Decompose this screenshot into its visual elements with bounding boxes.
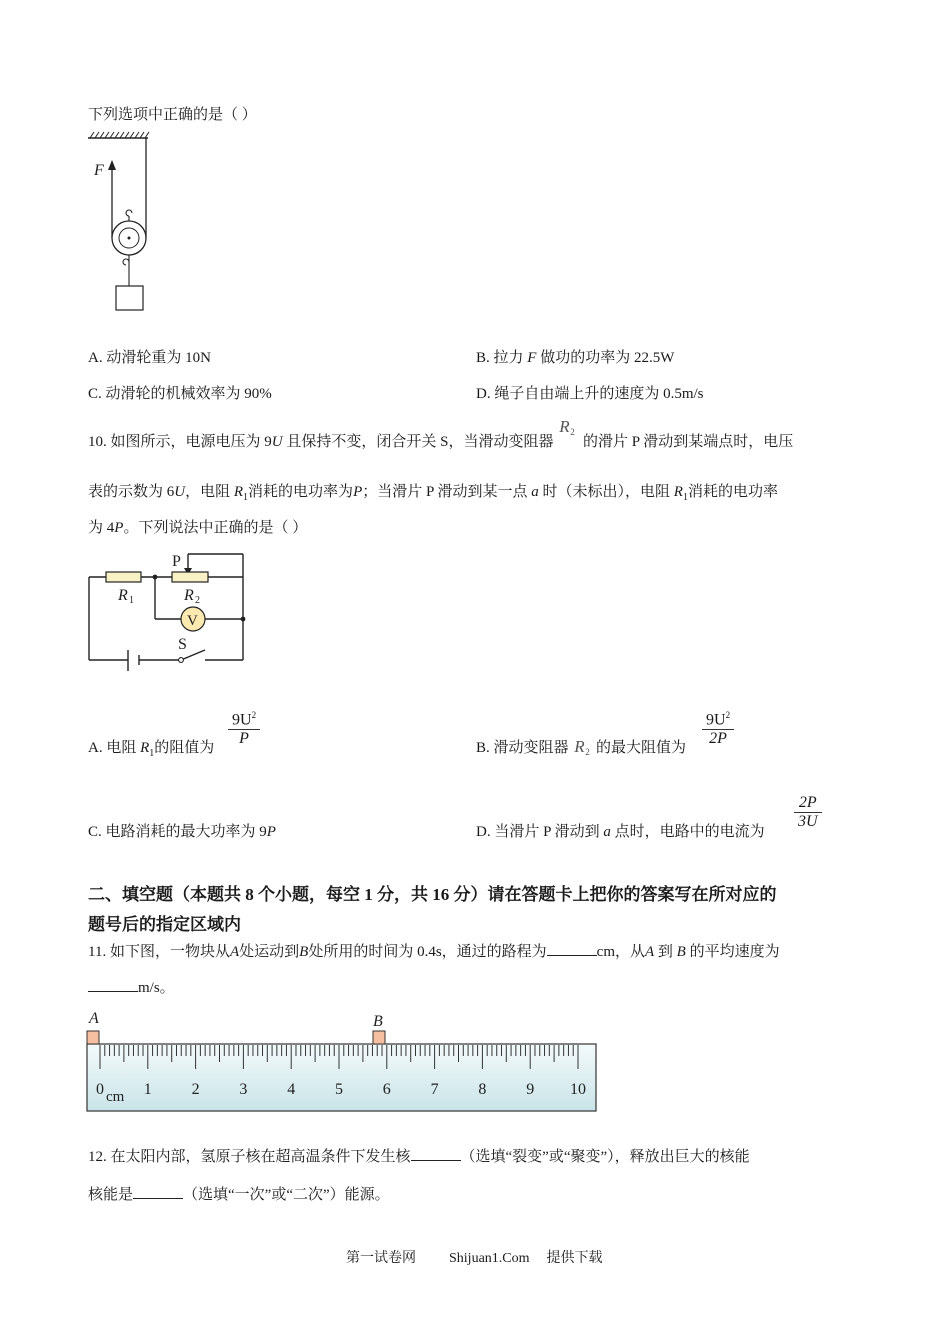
q11-line-2 xyxy=(88,976,175,997)
slider-label-P: P xyxy=(172,553,181,570)
var-a: a xyxy=(531,484,539,500)
var-P: P xyxy=(353,484,363,500)
var-R2 xyxy=(572,737,592,757)
var-R2-letter: R xyxy=(574,737,585,756)
ruler-label-B: B xyxy=(373,1013,383,1030)
circuit-R2-label: R xyxy=(184,587,194,604)
q10-text: 表的示数为 6 xyxy=(88,484,175,500)
fraction-denominator: 3U xyxy=(794,812,822,831)
var-R1: R xyxy=(673,484,683,500)
q9-option-b xyxy=(476,346,674,367)
page-footer xyxy=(346,1247,603,1267)
q11-text: 处运动到 xyxy=(239,944,300,960)
fraction-sup: 2 xyxy=(725,710,731,720)
ruler-unit: cm xyxy=(106,1089,125,1105)
fraction-numerator: 9U xyxy=(706,711,726,729)
q10-text: 消耗的电功率 xyxy=(687,484,778,500)
switch-label-S: S xyxy=(178,636,187,653)
var-U: U xyxy=(271,434,283,450)
fraction-denominator: P xyxy=(228,729,260,748)
q11-text: 的平均速度为 xyxy=(689,944,780,960)
q9-option-d: D. 绳子自由端上升的速度为 0.5m/s xyxy=(476,386,704,402)
var-R1-sub: 1 xyxy=(682,492,688,503)
q10-line-2 xyxy=(88,480,778,503)
answer-blank[interactable] xyxy=(411,1146,461,1161)
option-text: D. 当滑片 P 滑动到 xyxy=(476,824,600,840)
fraction-denominator: 2P xyxy=(702,729,734,748)
q10-text: ，电阻 xyxy=(185,484,231,500)
ruler-tick-label: 4 xyxy=(287,1081,296,1098)
var-R1-sub: 1 xyxy=(149,748,155,759)
q10-line-1 xyxy=(88,417,794,451)
option-text: 的最大阻值为 xyxy=(596,740,687,756)
q9-option-b-suffix: 做功的功率为 22.5W xyxy=(540,350,675,366)
q12-text: 12. 在太阳内部，氢原子核在超高温条件下发生核 xyxy=(88,1149,411,1165)
ruler-tick-label: 7 xyxy=(430,1081,439,1098)
var-R2-sub: 2 xyxy=(570,427,575,437)
footer-note: 提供下载 xyxy=(546,1251,603,1266)
option-text: A. 电阻 xyxy=(88,740,137,756)
section-heading-line-2: 题号后的指定区域内 xyxy=(88,915,241,934)
voltmeter-label: V xyxy=(187,613,198,629)
q9-option-b-prefix: B. 拉力 xyxy=(476,350,524,366)
q10-text: 时（未标出），电阻 xyxy=(542,484,671,500)
q11-text: 11. 如下图，一物块从 xyxy=(88,944,230,960)
q12-text: 核能是 xyxy=(88,1187,134,1203)
q11-text: 处所用的时间为 0.4s，通过的路程为 xyxy=(308,944,547,960)
q9-option-c: C. 动滑轮的机械效率为 90% xyxy=(88,386,272,402)
ruler-tick-label: 2 xyxy=(191,1081,200,1098)
q10-text: 且保持不变，闭合开关 S，当滑动变阻器 xyxy=(286,434,554,450)
answer-blank[interactable] xyxy=(88,977,138,992)
var-P: P xyxy=(266,824,276,840)
var-B: B xyxy=(299,944,309,960)
var-R1: R xyxy=(140,740,150,756)
q10-line-3 xyxy=(88,516,307,537)
answer-blank[interactable] xyxy=(133,1184,183,1199)
q10-text: ；当滑片 P 滑动到某一点 xyxy=(362,484,528,500)
var-P: P xyxy=(114,520,124,536)
footer-site-cn: 第一试卷网 xyxy=(346,1251,416,1266)
ruler-figure xyxy=(84,1004,600,1116)
footer-site-en: Shijuan1.Com xyxy=(449,1251,530,1266)
q12-text: （选填“一次”或“二次”）能源。 xyxy=(183,1187,390,1203)
ruler-tick-label: 0 xyxy=(96,1081,104,1098)
q9-stem: 下列选项中正确的是（ ） xyxy=(88,107,257,123)
var-A: A xyxy=(644,944,655,960)
q11-text: cm，从 xyxy=(596,944,645,960)
q10-text: 。下列说法中正确的是（ ） xyxy=(123,520,308,536)
ruler-tick-label: 1 xyxy=(143,1081,152,1098)
q12-line-2 xyxy=(88,1183,390,1204)
q9-option-b-var: F xyxy=(527,350,537,366)
q10-option-d xyxy=(476,820,765,841)
ruler-tick-label: 8 xyxy=(478,1081,487,1098)
circuit-R1-sub: 1 xyxy=(129,595,134,606)
circuit-R1-label: R xyxy=(118,587,128,604)
q10-text: 为 4 xyxy=(88,520,115,536)
ruler-tick-label: 5 xyxy=(335,1081,343,1098)
ruler-tick-label: 3 xyxy=(239,1081,248,1098)
q11-line-1 xyxy=(88,940,780,961)
q11-text: m/s。 xyxy=(138,980,175,996)
var-R2 xyxy=(557,417,579,446)
q10-text: 10. 如图所示，电源电压为 9 xyxy=(88,434,272,450)
force-label-F: F xyxy=(94,162,104,179)
q10-option-c xyxy=(88,820,276,841)
fraction-sup: 2 xyxy=(251,710,257,720)
var-R1: R xyxy=(233,484,244,500)
var-B: B xyxy=(676,944,686,960)
circuit-R2-sub: 2 xyxy=(195,595,200,606)
q12-text: （选填“裂变”或“聚变”），释放出巨大的核能 xyxy=(460,1149,750,1165)
ruler-tick-label: 6 xyxy=(382,1081,391,1098)
q10-option-b-fraction xyxy=(702,710,734,748)
var-R2-letter: R xyxy=(559,417,570,436)
q10-option-d-fraction xyxy=(794,794,822,831)
var-U: U xyxy=(174,484,186,500)
fraction-numerator: 2P xyxy=(798,794,817,811)
var-R1-sub: 1 xyxy=(243,492,249,503)
fraction-numerator: 9U xyxy=(232,711,252,729)
answer-blank[interactable] xyxy=(547,941,597,956)
q9-option-a: A. 动滑轮重为 10N xyxy=(88,350,211,366)
option-text: 点时，电路中的电流为 xyxy=(614,824,765,840)
pulley-figure xyxy=(84,128,164,318)
var-A: A xyxy=(229,944,240,960)
ruler-tick-label: 9 xyxy=(526,1081,535,1098)
ruler-label-A: A xyxy=(89,1010,99,1027)
ruler-tick-label: 10 xyxy=(570,1081,586,1098)
option-text: C. 电路消耗的最大功率为 9 xyxy=(88,824,267,840)
option-text: 的阻值为 xyxy=(154,740,215,756)
q10-text: 的滑片 P 滑动到某端点时，电压 xyxy=(582,434,794,450)
option-text: B. 滑动变阻器 xyxy=(476,740,569,756)
q10-option-a-fraction xyxy=(228,710,260,748)
var-R2-sub: 2 xyxy=(585,747,590,757)
var-a: a xyxy=(603,824,611,840)
q10-option-a xyxy=(88,736,214,759)
section-heading-line-1: 二、填空题（本题共 8 个小题，每空 1 分，共 16 分）请在答题卡上把你的答案写在所对应的 xyxy=(88,885,777,904)
q10-text: 消耗的电功率为 xyxy=(248,484,354,500)
q11-text: 到 xyxy=(657,944,673,960)
q10-option-b xyxy=(476,736,686,757)
circuit-diagram xyxy=(84,548,259,678)
q12-line-1 xyxy=(88,1145,750,1166)
